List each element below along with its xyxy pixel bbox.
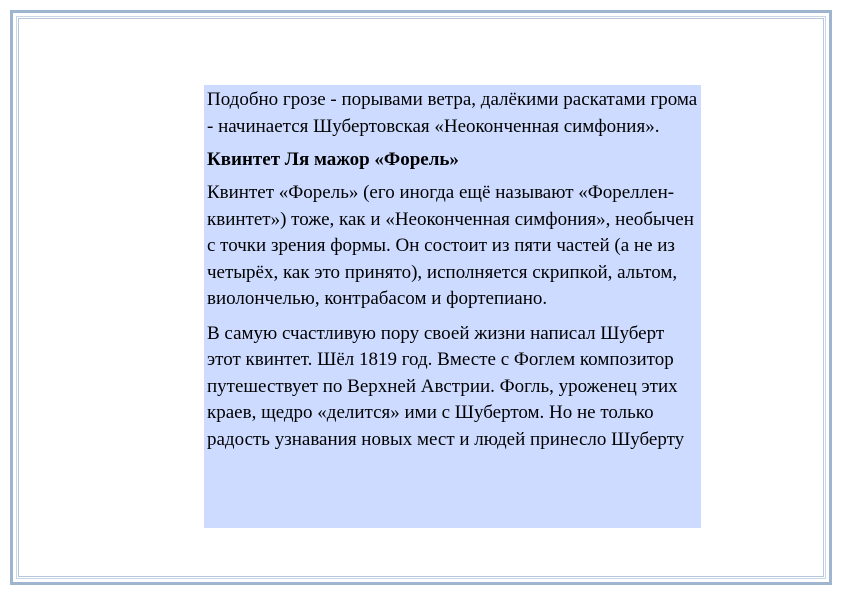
section-heading: Квинтет Ля мажор «Форель» (207, 149, 459, 170)
text-box (204, 85, 701, 528)
body-paragraph-2: В самую счастливую пору своей жизни написал Шуберт этот квинтет. Шёл 1819 год. Вместе с Фоглем композитор путешествует по Верхней Австрии. Фогль, уроженец этих краев, щедро «делится» ими с Шубертом. Но не только радость узнавания новых мест и людей принесло Шуберту (207, 322, 685, 450)
body-paragraph-1: Квинтет «Форель» (его иногда ещё называют «Фореллен-квинтет») тоже, как и «Неоконченная симфония», необычен с точки зрения формы. Он состоит из пяти частей (а не из четырёх, как это принято), исполняется скрипкой, альтом, виолончелью, контрабасом и фортепиано. (207, 182, 694, 309)
intro-paragraph: Подобно грозе - порывами ветра, далёкими раскатами грома - начинается Шубертовская «Неоконченная симфония». (207, 89, 698, 137)
